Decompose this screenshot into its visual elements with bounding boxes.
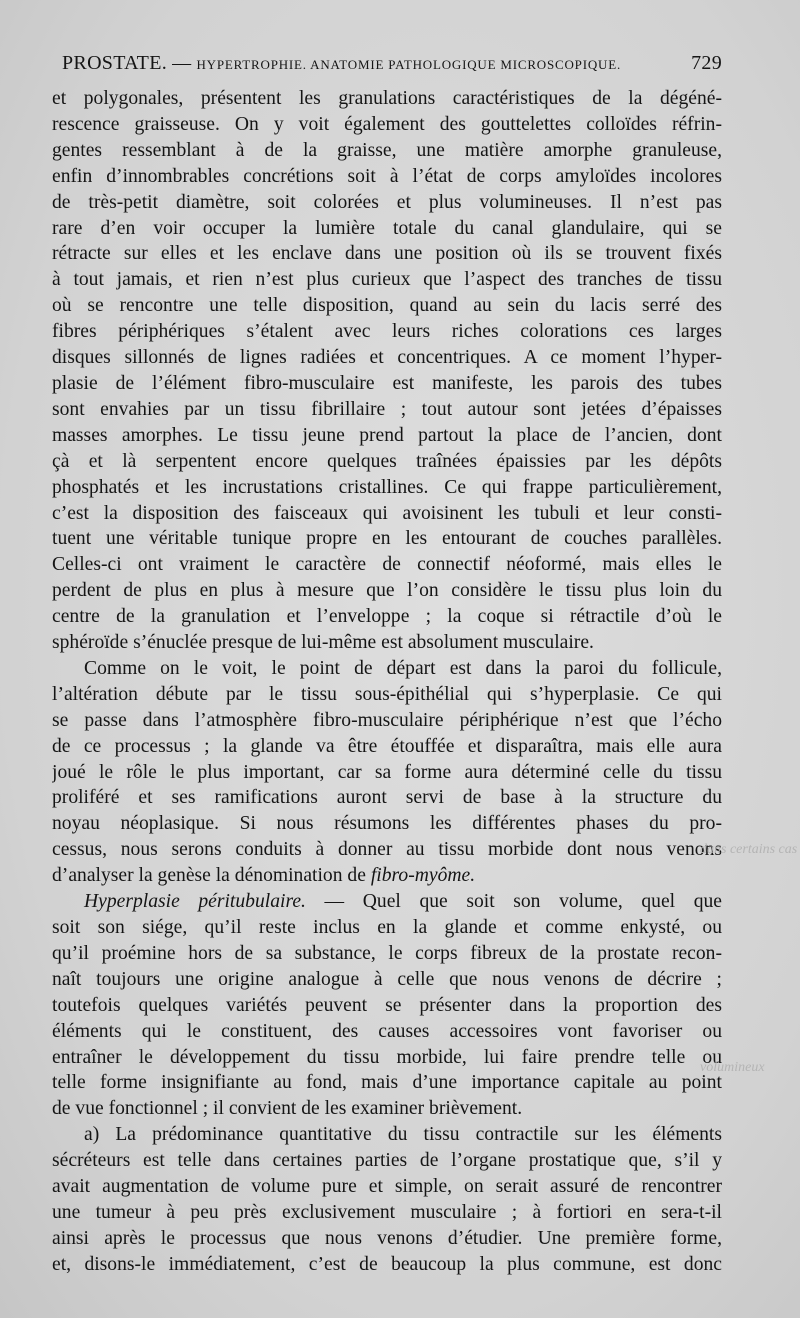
text-line: ainsi après le processus que nous venons d’étudier. Une première forme, [52, 1227, 722, 1249]
text-line: soit son siége, qu’il reste inclus en la glande et comme enkysté, ou [52, 917, 722, 938]
text-line: qu’il proémine hors de sa substance, le corps fibreux de la prostate recon- [52, 942, 722, 964]
text-line: rescence graisseuse. On y voit également des gouttelettes colloïdes réfrin- [52, 113, 722, 135]
show-through-note: dans certains cas [700, 842, 798, 857]
text-line: de ce processus ; la glande va être étouffée et disparaîtra, mais elle aura [52, 735, 722, 757]
text-line: c’est la disposition des faisceaux qui avoisinent les tubuli et leur consti- [52, 502, 722, 524]
text-line: où se rencontre une telle disposition, quand au sein du lacis serré des [52, 295, 722, 317]
text-line: telle forme insignifiante au fond, mais d’une importance capitale au point [52, 1072, 722, 1094]
text-line: et, disons-le immédiatement, c’est de beaucoup la plus commune, est donc [52, 1253, 722, 1275]
text-line: l’altération débute par le tissu sous-épithélial qui s’hyperplasie. Ce qui [52, 683, 722, 705]
header-title: PROSTATE. [62, 52, 168, 74]
text-line: phosphatés et les incrustations cristallines. Ce qui frappe particulièrement, [52, 476, 722, 498]
text-line-with-term [52, 863, 722, 889]
text-line: çà et là serpentent encore quelques traînées épaissies par les dépôts [52, 450, 722, 472]
italic-term: fibro-myôme. [370, 865, 476, 887]
text-line: fibres périphériques s’étalent avec leurs riches colorations ces larges [52, 321, 722, 343]
text-line-start: d’analyser la genèse la dénomination de [52, 865, 366, 887]
text-line: tuent une véritable tunique propre en les entourant de couches parallèles. [52, 528, 722, 550]
text-line: rare d’en voir occuper la lumière totale du canal glandulaire, qui se [52, 217, 722, 239]
header-dash: — [172, 53, 192, 74]
page-number: 729 [691, 52, 722, 74]
text-line: cessus, nous serons conduits à donner au tissu morbide dont nous venons [52, 839, 722, 861]
text-line: Comme on le voit, le point de départ est dans la paroi du follicule, [84, 657, 722, 679]
text-line: sont envahies par un tissu fibrillaire ; tout autour sont jetées d’épaisses [52, 398, 722, 420]
text-line: de très-petit diamètre, soit colorées et plus volumineuses. Il n’est pas [52, 191, 722, 213]
text-line: joué le rôle le plus important, car sa forme aura déterminé celle du tissu [52, 761, 722, 783]
text-line: naît toujours une origine analogue à celle que nous venons de décrire ; [52, 968, 722, 990]
text-line: Celles-ci ont vraiment le caractère de connectif néoformé, mais elles le [52, 554, 722, 576]
text-line: sphéroïde s’énuclée presque de lui-même est absolument musculaire. [52, 632, 594, 654]
text-line: a) La prédominance quantitative du tissu contractile sur les éléments [84, 1124, 722, 1146]
text-line: masses amorphes. Le tissu jeune prend partout la place de l’ancien, dont [52, 424, 722, 446]
text-line: avait augmentation de volume pure et simple, on serait assuré de rencontrer [52, 1176, 722, 1198]
section-heading-line [52, 889, 722, 915]
show-through-note: volumineux [700, 1060, 765, 1075]
body-text [52, 86, 722, 1278]
section-heading-rest: — Quel que soit son volume, quel que [305, 891, 722, 913]
text-line: rétracte sur elles et les enclave dans une position où ils se trouvent fixés [52, 243, 722, 265]
text-line: se passe dans l’atmosphère fibro-musculaire périphérique n’est que l’écho [52, 709, 722, 731]
text-line: proliféré et ses ramifications auront servi de base à la structure du [52, 787, 722, 809]
text-line: à tout jamais, et rien n’est plus curieux que l’aspect des tranches de tissu [52, 269, 722, 291]
text-line: sécréteurs est telle dans certaines parties de l’organe prostatique que, s’il y [52, 1150, 722, 1172]
text-line: éléments qui le constituent, des causes accessoires vont favoriser ou [52, 1020, 722, 1042]
text-line: de vue fonctionnel ; il convient de les examiner brièvement. [52, 1098, 523, 1120]
text-line: centre de la granulation et l’enveloppe ; la coque si rétractile d’où le [52, 606, 722, 628]
text-line: plasie de l’élément fibro-musculaire est manifeste, les parois des tubes [52, 372, 722, 394]
text-line: enfin d’innombrables concrétions soit à l’état de corps amyloïdes incolores [52, 165, 722, 187]
text-line: gentes ressemblant à de la graisse, une matière amorphe granuleuse, [52, 139, 722, 161]
text-line: entraîner le développement du tissu morbide, lui faire prendre telle ou [52, 1046, 722, 1068]
text-line: et polygonales, présentent les granulations caractéristiques de la dégéné- [52, 88, 722, 109]
section-heading: Hyperplasie péritubulaire. [84, 891, 306, 913]
running-header [62, 52, 722, 82]
header-subtitle: HYPERTROPHIE. ANATOMIE PATHOLOGIQUE MICROSCOPIQUE. [196, 57, 622, 72]
text-line: noyau néoplasique. Si nous résumons les différentes phases du pro- [52, 813, 722, 835]
text-line: disques sillonnés de lignes radiées et concentriques. A ce moment l’hyper- [52, 347, 722, 369]
text-line: une tumeur à peu près exclusivement musculaire ; à fortiori en sera-t-il [52, 1201, 722, 1223]
text-line: toutefois quelques variétés peuvent se présenter dans la proportion des [52, 994, 722, 1016]
text-line: perdent de plus en plus à mesure que l’on considère le tissu plus loin du [52, 580, 722, 602]
